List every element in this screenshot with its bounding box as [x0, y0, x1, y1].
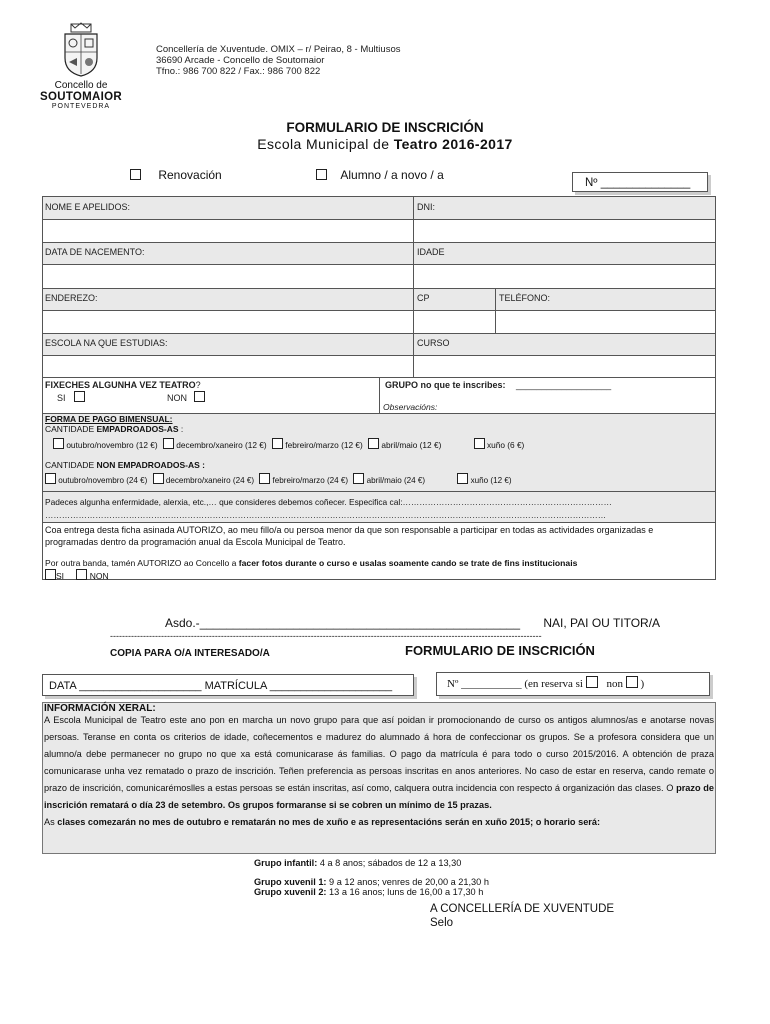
grupo-xuvenil-1-text: 9 a 12 anos; venres de 20,00 a 21,30 h	[326, 877, 489, 887]
fotos-si-label: SI	[56, 571, 65, 581]
address-line: Concellería de Xuventude. OMIX – r/ Peirao, 8 - Multiusos	[156, 44, 401, 55]
teatro-si-label: SI	[57, 393, 66, 403]
asdo-label: Asdo.-	[165, 616, 200, 630]
teatro-question	[45, 380, 201, 390]
fotos-non-label: NON	[89, 571, 109, 581]
info-text	[44, 703, 714, 831]
grupo-xuvenil-2-line	[254, 887, 489, 897]
pago-title: FORMA DE PAGO BIMENSUAL:	[45, 414, 173, 424]
info-p2-bold: clases comezarán no mes de outubro e rematarán no mes de xuño e as representacións serán en xuño 2015; o horario será:	[57, 817, 601, 827]
signature-line[interactable]	[165, 616, 660, 630]
enfermidade-field[interactable]: Padeces algunha enfermidade, alerxia, etc.,… que consideres debemos coñecer. Especifica cal:…………………………………………………………………	[45, 497, 612, 507]
crest-line2: SOUTOMAIOR	[40, 91, 123, 103]
fotos-si-checkbox[interactable]	[45, 569, 56, 580]
alumno-novo-label: Alumno / a novo / a	[340, 168, 444, 182]
emp-opt-label: decembro/xaneiro (12 €)	[176, 440, 267, 450]
emp-opt-label: febreiro/marzo (12 €)	[285, 440, 363, 450]
dni-input[interactable]	[415, 221, 713, 241]
copia-numero-label: Nº ___________ (en reserva si	[447, 678, 583, 690]
teatro-question-mark: ?	[195, 380, 201, 390]
idade-label: IDADE	[417, 247, 445, 257]
teatro-non-checkbox[interactable]	[194, 391, 205, 402]
non-opt-checkbox[interactable]	[45, 473, 56, 484]
teatro-si-option[interactable]	[57, 391, 85, 403]
crest-line3: PONTEVEDRA	[51, 103, 111, 110]
grupo-xuvenil-lines	[254, 877, 489, 897]
crest-line1: Concello de	[54, 80, 108, 91]
fotos-non-checkbox[interactable]	[76, 569, 87, 580]
info-paragraph-2	[44, 814, 714, 831]
personal-data-grid	[42, 196, 716, 414]
non-opt-checkbox[interactable]	[457, 473, 468, 484]
emp-opt-checkbox[interactable]	[368, 438, 379, 449]
numero-box[interactable]	[572, 172, 708, 192]
autorizo-text: Coa entrega desta ficha asinada AUTORIZO, ao meu fillo/a ou persoa menor da que son responsable a participar en todas as actividades organizadas e programadas dentro da programación anual da Escola Municipal de Teatro.	[45, 525, 654, 547]
data-nacemento-label: DATA DE NACEMENTO:	[45, 247, 145, 257]
non-opt-checkbox[interactable]	[153, 473, 164, 484]
emp-opt-label: outubro/novembro (12 €)	[66, 440, 158, 450]
grupo-infantil-label: Grupo infantil:	[254, 858, 318, 868]
non-opt-label: febreiro/marzo (24 €)	[272, 476, 349, 485]
empadroados-options	[53, 438, 713, 451]
teatro-non-option[interactable]	[167, 391, 205, 403]
autorizo-fotos-text	[45, 558, 717, 569]
renovacion-checkbox[interactable]	[130, 169, 141, 180]
grupo-infantil-line	[254, 858, 461, 868]
selo-line2: Selo	[430, 917, 454, 929]
non-opt-label: abril/maio (24 €)	[366, 476, 426, 485]
teatro-question-bold: FIXECHES ALGUNHA VEZ TEATRO	[45, 380, 196, 390]
grupo-xuvenil-2-text: 13 a 16 anos; luns de 16,00 a 17,30 h	[326, 887, 484, 897]
address-line: Tfno.: 986 700 822 / Fax.: 986 700 822	[156, 66, 321, 77]
empadroados-suffix: :	[178, 424, 184, 434]
renovacion-option[interactable]	[130, 168, 222, 182]
reserva-non-checkbox[interactable]	[626, 676, 638, 688]
empadroados-prefix: CANTIDADE	[45, 424, 97, 434]
numero-label: Nº ______________	[585, 177, 691, 189]
grupo-xuvenil-1-label: Grupo xuvenil 1:	[254, 877, 327, 887]
telefono-input[interactable]	[497, 312, 713, 332]
form-title: FORMULARIO DE INSCRICIÓN	[286, 120, 484, 135]
grupo-xuvenil-2-label: Grupo xuvenil 2:	[254, 887, 327, 897]
nome-input[interactable]	[45, 221, 411, 241]
data-matricula-box[interactable]	[42, 674, 414, 696]
selo-line1: A CONCELLERÍA DE XUVENTUDE	[430, 903, 615, 915]
emp-opt-label: abril/maio (12 €)	[381, 440, 442, 450]
address-line: 36690 Arcade - Concello de Soutomaior	[156, 55, 325, 66]
autorizo-fotos-prefix: Por outra banda, tamén AUTORIZO ao Concello a	[45, 558, 239, 568]
emp-opt-label: xuño (6 €)	[486, 440, 525, 450]
non-opt-label: outubro/novembro (24 €)	[58, 476, 148, 485]
selo-block	[430, 902, 614, 930]
enderezo-input[interactable]	[45, 312, 411, 332]
reserva-si-checkbox[interactable]	[586, 676, 598, 688]
grupo-infantil-text: 4 a 8 anos; sábados de 12 a 13,30	[317, 858, 462, 868]
teatro-si-checkbox[interactable]	[74, 391, 85, 402]
cut-line: ------------------------------------------------------------------------------------------------------------------------------------------------	[110, 631, 542, 641]
subtitle-prefix: Escola Municipal de	[257, 136, 394, 152]
non-opt-label: xuño (12 €)	[470, 476, 512, 485]
info-p1-bold: prazo de inscrición rematará o día 23 de setembro. Os grupos formaranse si se cobren un mínimo de 15 prazas.	[44, 783, 714, 810]
curso-input[interactable]	[415, 357, 713, 376]
idade-input[interactable]	[415, 266, 713, 286]
copia-numero-box[interactable]	[436, 672, 710, 696]
escola-input[interactable]	[45, 357, 411, 376]
alumno-novo-option[interactable]	[316, 168, 444, 182]
telefono-label: TELÉFONO:	[499, 293, 551, 303]
emp-opt-checkbox[interactable]	[272, 438, 283, 449]
non-empadroados-bold: NON EMPADROADOS-AS :	[96, 460, 205, 470]
reserva-non-label: non	[606, 678, 623, 690]
nai-pai-label: NAI, PAI OU TITOR/A	[543, 616, 661, 630]
non-empadroados-options	[45, 473, 715, 486]
grupo-xuvenil-1-line	[254, 877, 489, 887]
cp-label: CP	[417, 293, 430, 303]
curso-label: CURSO	[417, 338, 450, 348]
grupo-field[interactable]	[385, 380, 611, 390]
info-title: INFORMACIÓN XERAL:	[44, 703, 156, 714]
autorizo-fotos-options	[45, 569, 109, 582]
emp-opt-checkbox[interactable]	[53, 438, 64, 449]
empadroados-bold: EMPADROADOS-AS	[96, 424, 179, 434]
subtitle-bold: Teatro 2016-2017	[393, 136, 513, 152]
cp-input[interactable]	[415, 312, 493, 332]
enderezo-label: ENDEREZO:	[45, 293, 98, 303]
data-nacemento-input[interactable]	[45, 266, 411, 286]
escola-label: ESCOLA NA QUE ESTUDIAS:	[45, 338, 168, 348]
non-opt-checkbox[interactable]	[353, 473, 364, 484]
teatro-non-label: NON	[167, 393, 187, 403]
non-opt-label: decembro/xaneiro (24 €)	[165, 476, 255, 485]
nome-label: NOME E APELIDOS:	[45, 202, 131, 212]
info-paragraph-1	[44, 712, 714, 814]
copia-label: COPIA PARA O/A INTERESADO/A	[110, 648, 270, 659]
asdo-blank: ________________________________________________	[199, 616, 521, 630]
renovacion-label: Renovación	[158, 168, 222, 182]
non-empadroados-prefix: CANTIDADE	[45, 460, 97, 470]
emp-opt-checkbox[interactable]	[163, 438, 174, 449]
info-p1-text: A Escola Municipal de Teatro este ano pon en marcha un novo grupo para que así poidan ir promocionando de curso os antigos alumnos/as e anotarse novas persoas. Teranse en conta os criterios de idade, coñecementos e madurez do alumnado á hora de confeccionar os grupos. Se a profesora considera que un alumno/a debe permanecer no grupo no que xa está comunicarase ás familias. O pago da matrícula é para todo o curso 2015/2016. A obtención de praza comunicarase unha vez rematado o prazo de inscrición. Teñen preferencia as persoas inscritas en anos anteriores. No caso de estar en reserva, cando remate o prazo de inscrición, comunicarémoslles a estas persoas se están inscritas, así como, calquera outra incidencia con respecto á organización das clases. O	[44, 715, 714, 793]
data-matricula-label: DATA ____________________ MATRÍCULA ____________________	[49, 680, 393, 692]
address-block	[156, 44, 400, 77]
non-opt-checkbox[interactable]	[259, 473, 270, 484]
empadroados-heading	[45, 424, 183, 435]
copia-form-title: FORMULARIO DE INSCRICIÓN	[405, 643, 595, 658]
coat-of-arms-icon	[59, 22, 103, 78]
form-subtitle	[0, 136, 770, 152]
dots-line: …………………………………………………………………………………………………………………………………………………………………………………	[45, 510, 607, 520]
emp-opt-checkbox[interactable]	[474, 438, 485, 449]
non-empadroados-heading	[45, 460, 205, 471]
autorizo-section	[42, 492, 716, 580]
reserva-paren: )	[640, 678, 645, 690]
pago-section	[42, 414, 716, 492]
grupo-line: ___________________	[516, 380, 612, 390]
concello-crest	[40, 22, 122, 110]
autorizo-fotos-bold: facer fotos durante o curso e usalas soamente cando se trate de fins institucionais	[238, 558, 578, 568]
grupo-label: GRUPO no que te inscribes:	[385, 380, 506, 390]
observacions-label: Observacións:	[383, 402, 438, 412]
dni-label: DNI:	[417, 202, 435, 212]
info-p2-prefix: As	[44, 817, 58, 827]
alumno-novo-checkbox[interactable]	[316, 169, 327, 180]
